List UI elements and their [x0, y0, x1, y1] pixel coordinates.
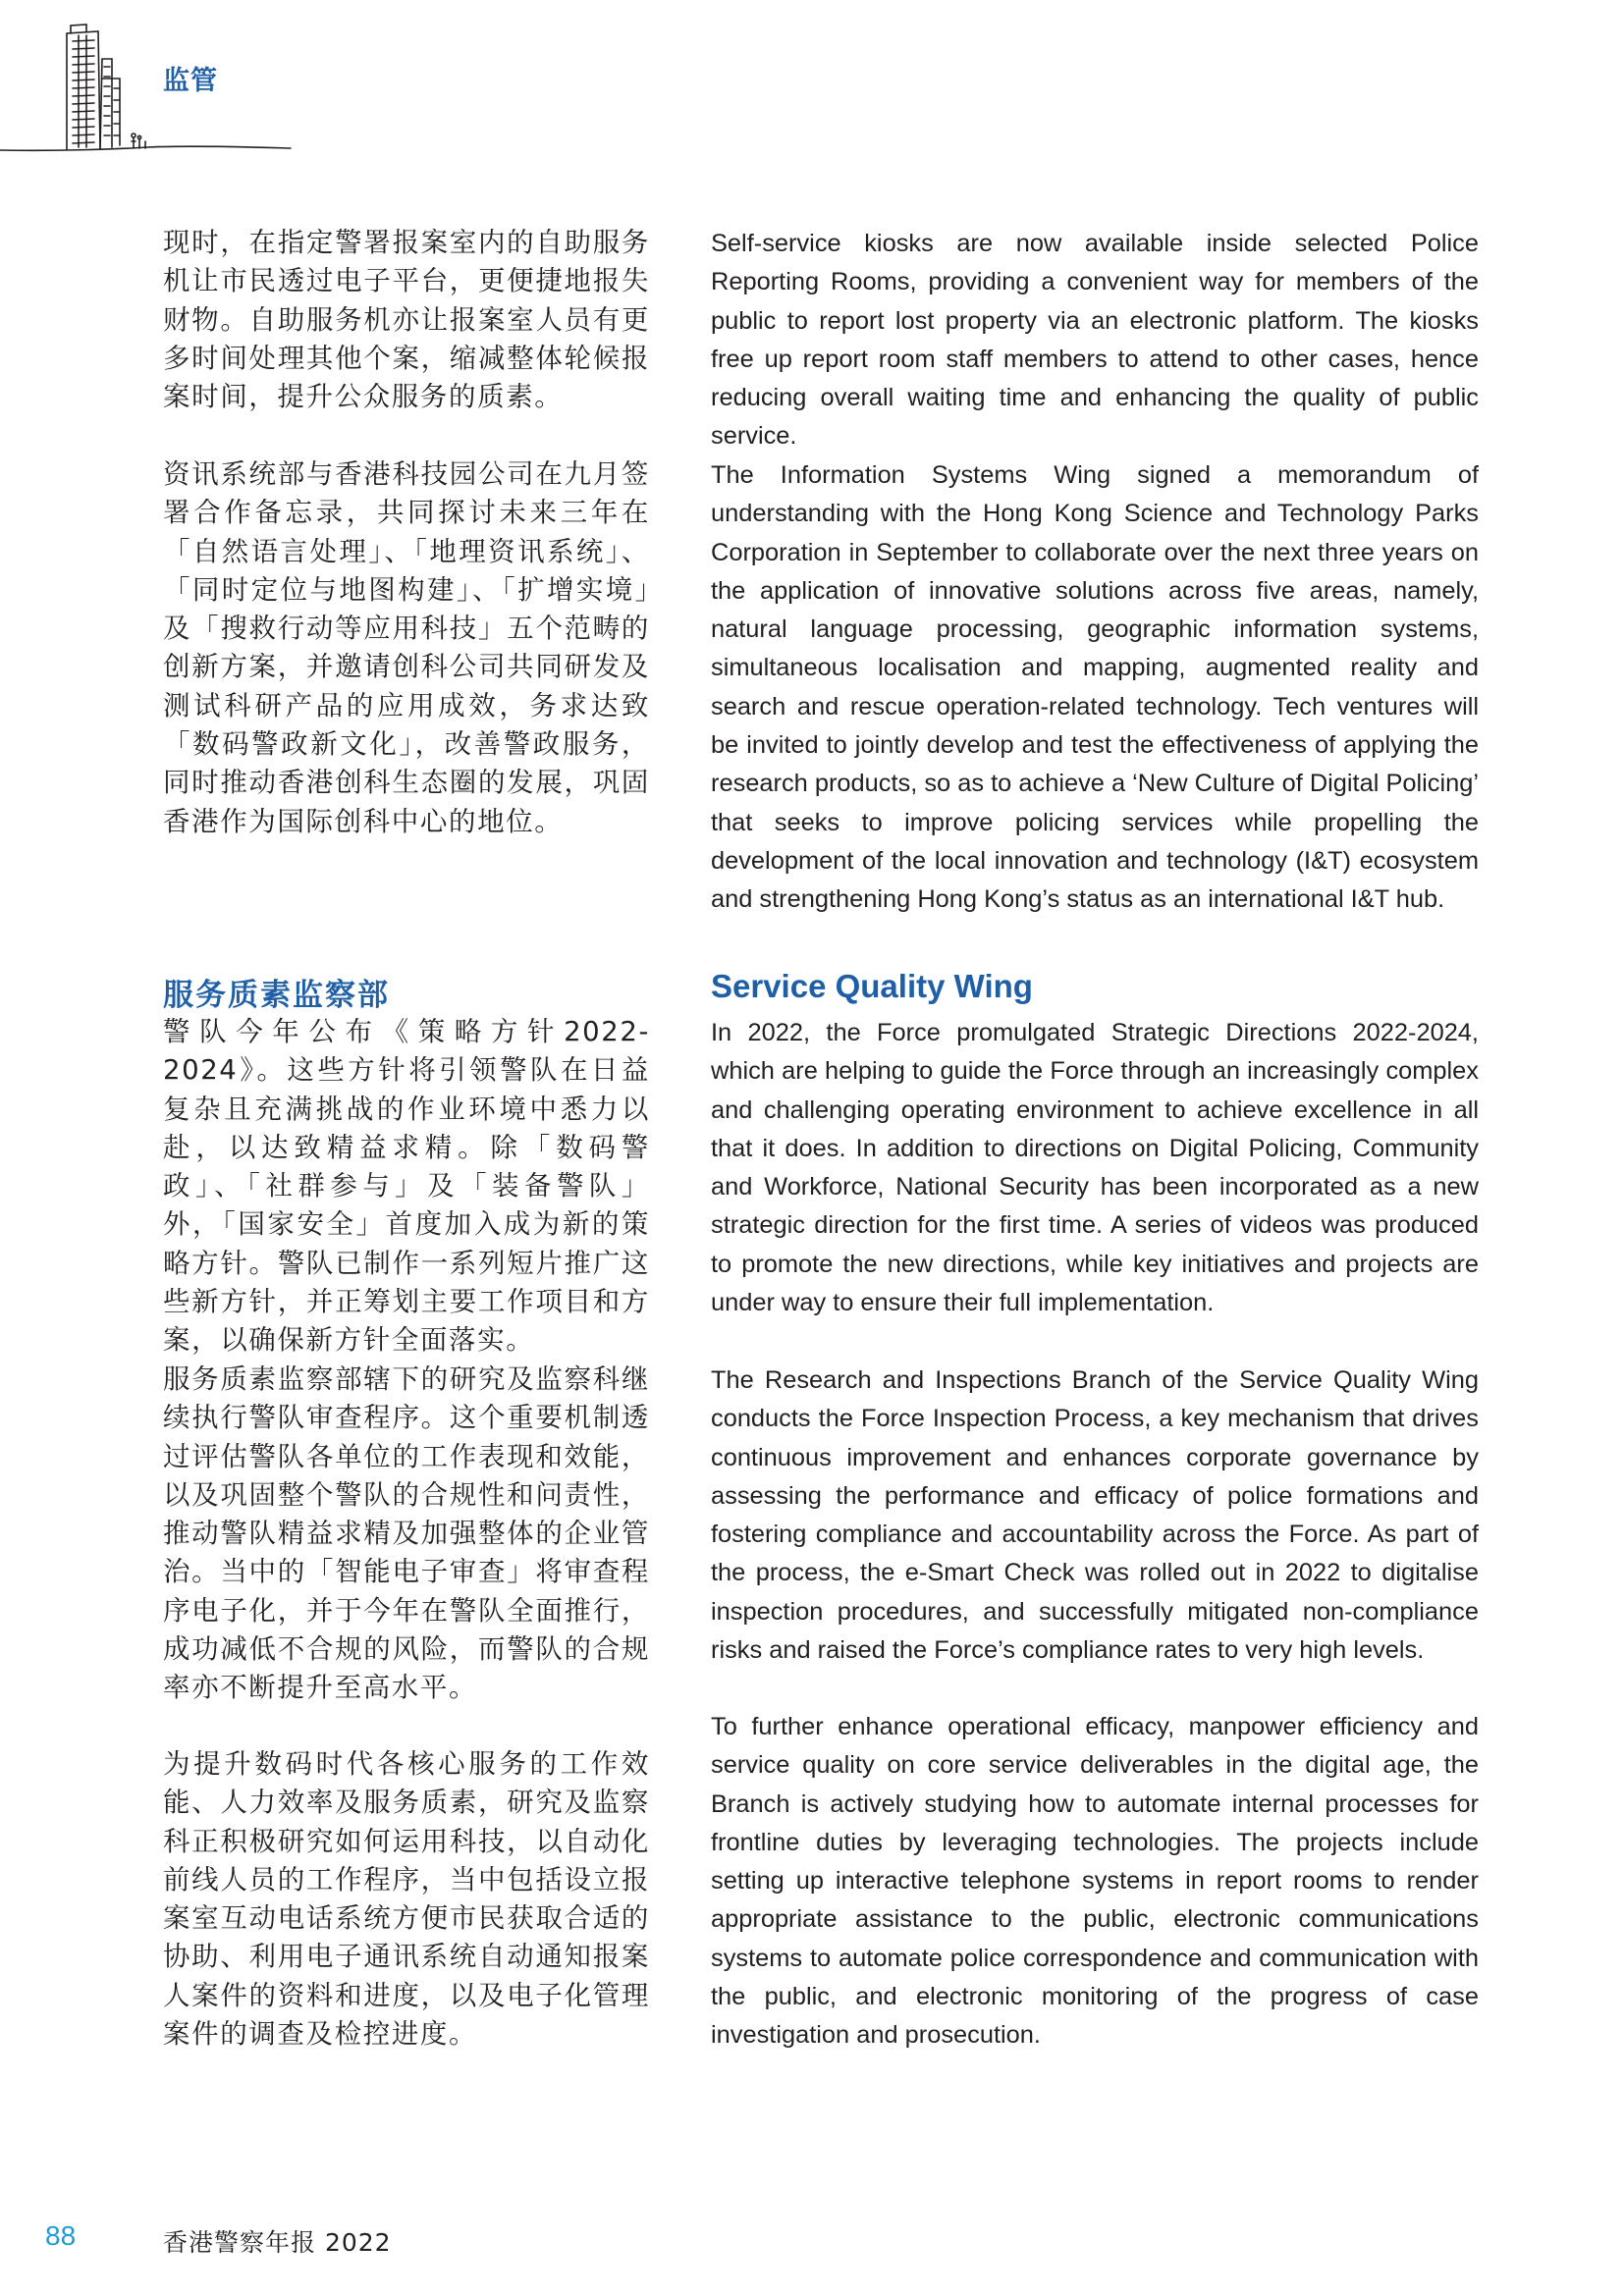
zh-paragraph-3: 警队今年公布《策略方针2022-2024》。这些方针将引领警队在日益复杂且充满挑战的作业环境中悉力以赴，以达致精益求精。除「数码警政」、「社群参与」及「装备警队」外，「国家安全」首度加入成为新的策略方针。警队已制作一系列短片推广这些新方针，并正筹划主要工作项目和方案，以确保新方针全面落实。 — [163, 1016, 650, 1357]
page-number: 88 — [45, 2220, 77, 2251]
en-section-heading: Service Quality Wing — [711, 968, 1033, 1004]
en-paragraph-5: To further enhance operational efficacy, manpower efficiency and service quality on core service deliverables in the digital age, the Branch is actively studying how to automate internal processes for frontline duties by leveraging technologies. The projects include setting up interactive telephone systems in report rooms to render appropriate assistance to the public, electronic communications systems to automate police correspondence and communication with the public, and electronic monitoring of the progress of case investigation and prosecution. — [711, 1713, 1479, 2050]
zh-paragraph-4: 服务质素监察部辖下的研究及监察科继续执行警队审查程序。这个重要机制透过评估警队各单位的工作表现和效能，以及巩固整个警队的合规性和问责性，推动警队精益求精及加强整体的企业管治。当中的「智能电子审查」将审查程序电子化，并于今年在警队全面推行，成功减低不合规的风险，而警队的合规率亦不断提升至高水平。 — [163, 1363, 650, 1704]
zh-paragraph-5: 为提升数码时代各核心服务的工作效能、人力效率及服务质素，研究及监察科正积极研究如何运用科技，以自动化前线人员的工作程序，当中包括设立报案室互动电话系统方便市民获取合适的协助、利用电子通讯系统自动通知报案人案件的资料和进度，以及电子化管理案件的调查及检控进度。 — [163, 1748, 650, 2051]
zh-paragraph-1: 现时，在指定警署报案室内的自助服务机让市民透过电子平台，更便捷地报失财物。自助服务机亦让报案室人员有更多时间处理其他个案，缩减整体轮候报案时间，提升公众服务的质素。 — [163, 227, 650, 413]
section-label: 监管 — [163, 66, 218, 96]
building-sketch-icon — [0, 20, 295, 162]
en-paragraph-1: Self-service kiosks are now available inside selected Police Reporting Rooms, providing a convenient way for members of the public to report lost property via an electronic platform. The kiosks free up report room staff members to attend to other cases, hence reducing overall waiting time and enhancing the quality of public service. — [711, 230, 1479, 451]
publication-title: 香港警察年报 2022 — [163, 2228, 392, 2257]
en-paragraph-2: The Information Systems Wing signed a memorandum of understanding with the Hong Kong Science and Technology Parks Corporation in September to collaborate over the next three years on the application of innovative solutions across five areas, namely, natural language processing, geographic information systems, simultaneous localisation and mapping, augmented reality and search and rescue operation-related technology. Tech ventures will be invited to jointly develop and test the effectiveness of applying the research products, so as to achieve a ‘New Culture of Digital Policing’ that seeks to improve policing services while propelling the development of the local innovation and technology (I&T) ecosystem and strengthening Hong Kong’s status as an international I&T hub. — [711, 461, 1479, 914]
zh-paragraph-2: 资讯系统部与香港科技园公司在九月签署合作备忘录，共同探讨未来三年在「自然语言处理」、「地理资讯系统」、「同时定位与地图构建」、「扩增实境」及「搜救行动等应用科技」五个范畴的创新方案，并邀请创科公司共同研发及测试科研产品的应用成效，务求达致「数码警政新文化」，改善警政服务，同时推动香港创科生态圈的发展，巩固香港作为国际创科中心的地位。 — [163, 458, 650, 837]
zh-section-heading: 服务质素监察部 — [163, 978, 390, 1013]
en-paragraph-3: In 2022, the Force promulgated Strategic Directions 2022-2024, which are helping to guide the Force through an increasingly complex and challenging operating environment to achieve excellence in all that it does. In addition to directions on Digital Policing, Community and Workforce, National Security has been incorporated as a new strategic direction for the first time. A series of videos was produced to promote the new directions, while key initiatives and projects are under way to ensure their full implementation. — [711, 1019, 1479, 1317]
en-paragraph-4: The Research and Inspections Branch of the Service Quality Wing conducts the Force Inspection Process, a key mechanism that drives continuous improvement and enhances corporate governance by assessing the performance and efficacy of police formations and fostering compliance and accountability across the Force. As part of the process, the e-Smart Check was rolled out in 2022 to digitalise inspection procedures, and successfully mitigated non-compliance risks and raised the Force’s compliance rates to very high levels. — [711, 1366, 1479, 1665]
